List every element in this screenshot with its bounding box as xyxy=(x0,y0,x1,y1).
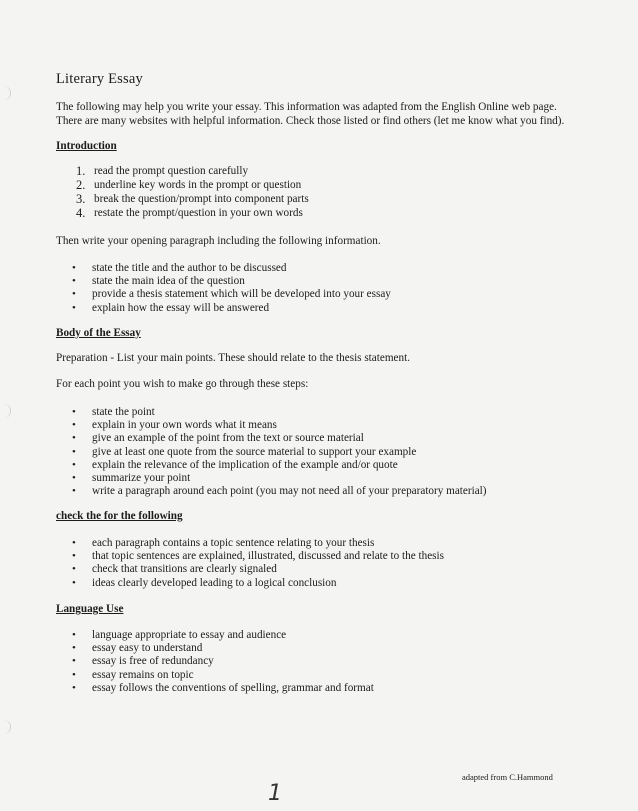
intro-line-2: There are many websites with helpful information. Check those listed or find others (let me know what you find). xyxy=(56,115,565,127)
bullet-text: give an example of the point from the text or source material xyxy=(92,432,364,445)
bullet-text: give at least one quote from the source material to support your example xyxy=(92,445,417,458)
bullet-text: essay is free of redundancy xyxy=(92,655,214,668)
bullet-text: explain the relevance of the implication of the example and/or quote xyxy=(92,458,398,471)
bullet-text: write a paragraph around each point (you may not need all of your preparatory material) xyxy=(92,485,487,498)
step-text: break the question/prompt into component parts xyxy=(94,193,309,205)
preparation-text: Preparation - List your main points. These should relate to the thesis statement. xyxy=(56,352,410,364)
step-number: 3. xyxy=(76,192,86,206)
bullet-text: essay easy to understand xyxy=(92,642,203,655)
bullet-text: explain in your own words what it means xyxy=(92,419,277,432)
bullet-text: language appropriate to essay and audience xyxy=(92,629,287,641)
step-number: 4. xyxy=(76,206,86,220)
check-heading: check the for the following xyxy=(56,510,183,522)
step-text: read the prompt question carefully xyxy=(94,165,249,177)
step-number: 2. xyxy=(76,178,86,192)
bullet-text: summarize your point xyxy=(92,471,191,484)
bullet-text: state the title and the author to be discussed xyxy=(92,262,287,274)
bullet-text: state the main idea of the question xyxy=(92,275,245,288)
body-heading: Body of the Essay xyxy=(56,327,141,339)
step-text: restate the prompt/question in your own words xyxy=(94,207,303,219)
bullet-text: ideas clearly developed leading to a logical conclusion xyxy=(92,576,337,589)
punch-hole-mark xyxy=(0,404,11,418)
opening-paragraph-instruction: Then write your opening paragraph including the following information. xyxy=(56,235,381,247)
attribution-note: adapted from C.Hammond xyxy=(462,772,553,782)
intro-line-1: The following may help you write your essay. This information was adapted from the English Online web page. xyxy=(56,101,557,113)
punch-hole-mark xyxy=(0,720,11,734)
bullet-text: each paragraph contains a topic sentence relating to your thesis xyxy=(92,537,375,549)
step-number: 1. xyxy=(76,164,86,178)
step-text: underline key words in the prompt or question xyxy=(94,179,302,191)
bullet-text: essay remains on topic xyxy=(92,668,194,681)
language-heading: Language Use xyxy=(56,603,124,615)
bullet-text: state the point xyxy=(92,406,155,418)
bullet-text: provide a thesis statement which will be developed into your essay xyxy=(92,288,391,301)
bullet-text: that topic sentences are explained, illustrated, discussed and relate to the thesis xyxy=(92,550,444,563)
punch-hole-mark xyxy=(0,86,11,100)
document-title: Literary Essay xyxy=(56,71,143,87)
bullet-text: essay follows the conventions of spelling, grammar and format xyxy=(92,681,374,694)
bullet-text: explain how the essay will be answered xyxy=(92,301,270,314)
each-point-text: For each point you wish to make go through these steps: xyxy=(56,378,309,390)
introduction-heading: Introduction xyxy=(56,140,117,152)
bullet-text: check that transitions are clearly signaled xyxy=(92,563,277,576)
page-number: 1 xyxy=(268,781,282,806)
